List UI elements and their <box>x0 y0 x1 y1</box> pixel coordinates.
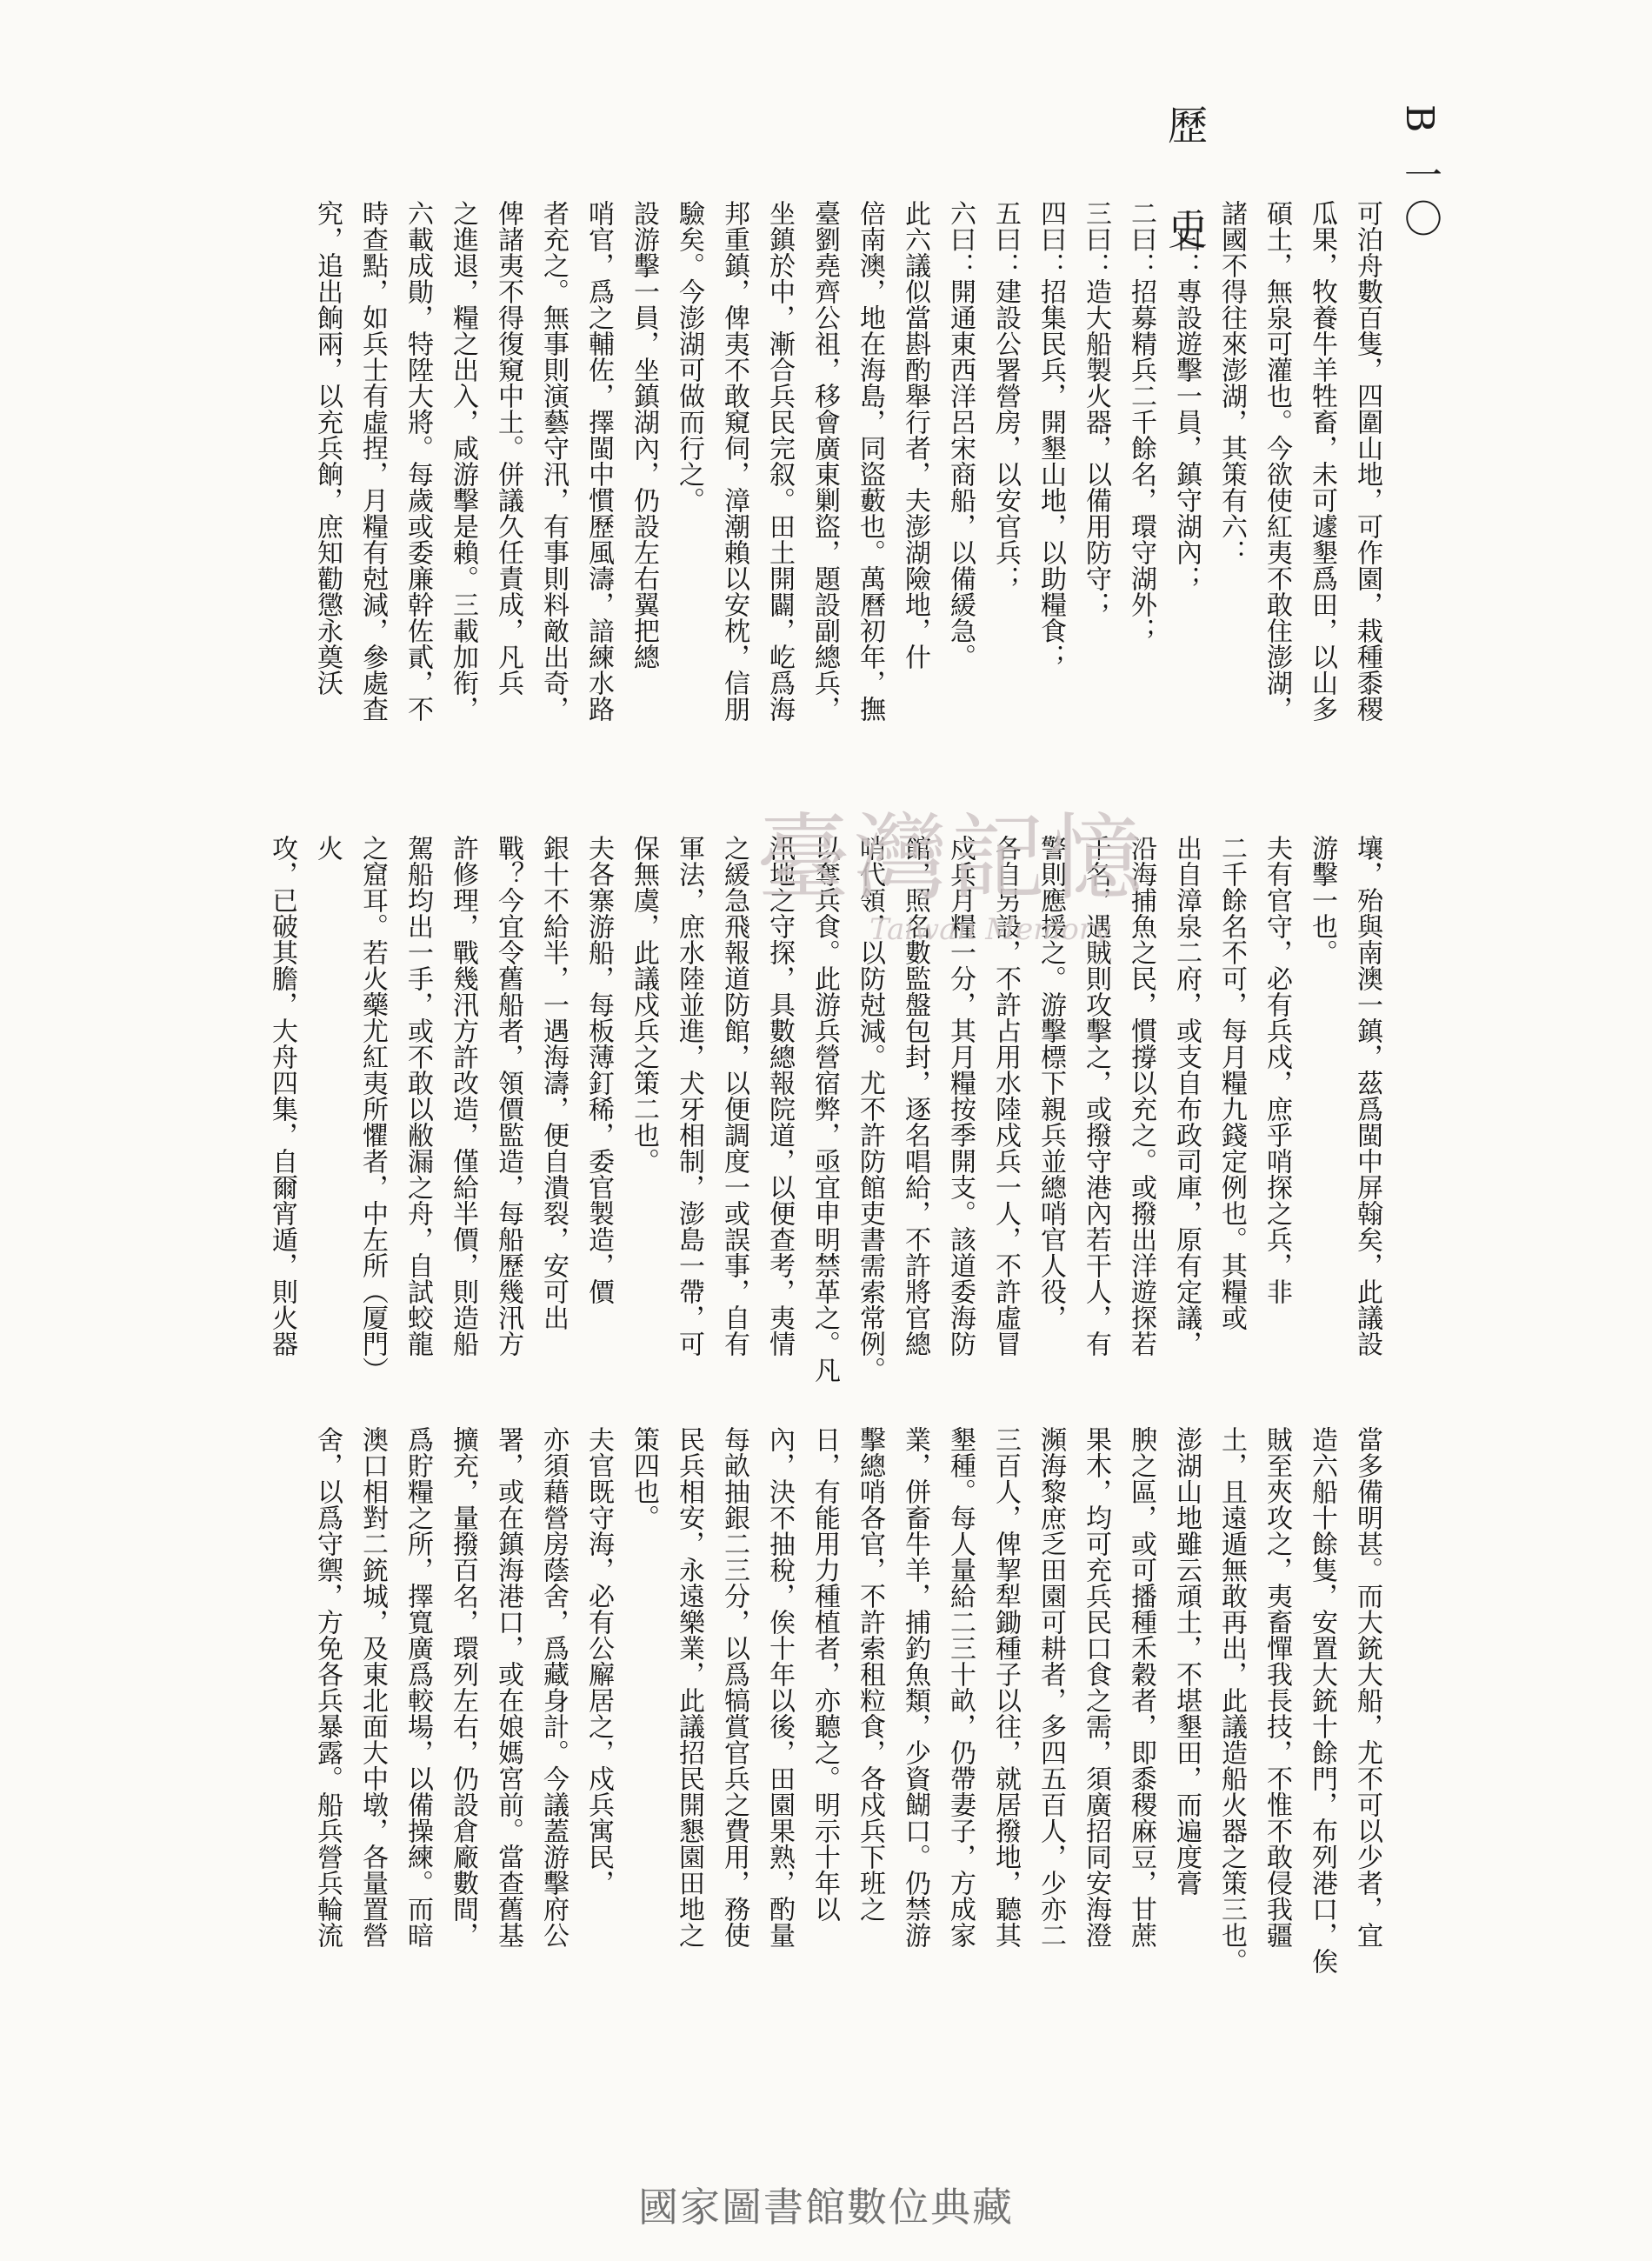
text-column: 各自另設，不許占用水陸戍兵一人，不許虛冒 <box>990 835 1021 1357</box>
text-column: 以奪兵食。此游兵營宿弊，亟宜申明禁革之。凡 <box>809 835 840 1383</box>
text-column: 擊總哨各官，不許索租粒食，各戍兵下班之 <box>855 1426 885 1922</box>
text-column: 諸國不得往來澎湖，其策有六： <box>1216 200 1247 565</box>
text-column: 戰？今宜令舊船者，領價監造，每船歷幾汛方 <box>493 835 523 1357</box>
text-column: 攻，已破其膽，大舟四集，自爾宵遁，則火器 <box>267 835 297 1357</box>
text-column: 之進退，糧之出入，咸游擊是賴。三載加衔， <box>448 200 478 722</box>
page-number: B 一〇 <box>1397 104 1442 243</box>
text-column: 瀕海黎庶乏田園可耕者，多四五百人，少亦二 <box>1036 1426 1066 1948</box>
text-column: 戍兵月糧一分，其月糧按季開支。該道委海防 <box>945 835 976 1357</box>
text-column: 之緩急飛報道防館，以便調度一或誤事，自有 <box>719 835 749 1357</box>
text-column: 坐鎮於中，漸合兵民完叙。田土開闢，屹爲海 <box>764 200 795 722</box>
text-column: 六載成勛，特陞大將。每歲或委廉幹佐貳，不 <box>403 200 433 722</box>
text-column: 當多備明甚。而大銃大船，尤不可以少者，宜 <box>1352 1426 1382 1948</box>
text-column: 六曰：開通東西洋呂宋商船，以備緩急。 <box>945 200 976 670</box>
text-column: 設游擊一員，坐鎮湖內，仍設左右翼把總 <box>629 200 659 670</box>
text-band-bottom <box>224 1426 1389 2087</box>
text-column: 銀十不給半，一遇海濤，便自潰裂，安可出 <box>538 835 569 1331</box>
text-column: 哨代領，以防尅減。尤不許防館吏書需索常例。 <box>855 835 885 1383</box>
text-column: 出自漳泉二府，或支自布政司庫，原有定議， <box>1171 835 1202 1357</box>
text-column: 之窟耳。若火藥尤紅夷所懼者，中左所（厦門）火 <box>312 835 388 1383</box>
text-column: 土，且遠遁無敢再出，此議造船火器之策三也。 <box>1216 1426 1247 1974</box>
text-column: 亦須藉營房蔭舍，爲藏身計。今議蓋游擊府公 <box>538 1426 569 1948</box>
text-column: 驗矣。今澎湖可做而行之。 <box>674 200 704 513</box>
text-column: 許修理，戰幾汛方許改造，僅給半價，則造船 <box>448 835 478 1357</box>
text-column: 臺劉堯齊公祖，移會廣東剿盜，題設副總兵， <box>809 200 840 722</box>
text-column: 二千餘名不可，每月糧九錢定例也。其糧或 <box>1216 835 1247 1331</box>
text-column: 警則應援之。游擊標下親兵並總哨官人役， <box>1036 835 1066 1331</box>
text-column: 業，併畜牛羊，捕釣魚類，少資餬口。仍禁游 <box>900 1426 930 1948</box>
text-column: 俾諸夷不得復窺中土。併議久任責成，凡兵 <box>493 200 523 696</box>
text-column: 署，或在鎮海港口，或在娘媽宮前。當查舊基 <box>493 1426 523 1948</box>
text-column: 倍南澳，地在海島，同盜藪也。萬曆初年，撫 <box>855 200 885 722</box>
text-column: 墾種。每人量給二三十畝，仍帶妻子，方成家 <box>945 1426 976 1948</box>
text-column: 可泊舟數百隻，四圍山地，可作園，栽種黍稷 <box>1352 200 1382 722</box>
text-column: 賊至夾攻之，夷畜憚我長技，不惟不敢侵我疆 <box>1262 1426 1292 1948</box>
text-column: 造六船十餘隻，安置大銃十餘門，布列港口，俟 <box>1307 1426 1337 1974</box>
archive-footer: 國家圖書館數位典藏 <box>638 2184 1014 2231</box>
text-column: 四曰：招集民兵，開墾山地，以助糧食； <box>1036 200 1066 670</box>
text-column: 二曰：招募精兵二千餘名，環守湖外； <box>1126 200 1156 644</box>
text-column: 澳口相對二銃城，及東北面大中墩，各量置營 <box>357 1426 388 1948</box>
text-column: 三百人，俾挈犁鋤種子以往，就居撥地，聽其 <box>990 1426 1021 1948</box>
text-column: 民兵相安，永遠樂業，此議招民開懇園田地之 <box>674 1426 704 1948</box>
text-column: 每畝抽銀二三分，以爲犒賞官兵之費用，務使 <box>719 1426 749 1948</box>
text-column: 哨官，爲之輔佐，擇閩中慣歷風濤，諳練水路 <box>583 200 614 722</box>
text-column: 保無虞，此議戍兵之策二也。 <box>629 835 659 1174</box>
text-column: 夫有官守，必有兵戍，庶乎哨探之兵，非 <box>1262 835 1292 1304</box>
text-column: 一曰：專設遊擊一員，鎮守湖內； <box>1171 200 1202 591</box>
text-column: 爲貯糧之所，擇寬廣爲較場，以備操練。而暗 <box>403 1426 433 1948</box>
watermark-text-cn: 臺灣記憶 <box>756 804 1147 913</box>
text-column: 此六議似當斟酌舉行者，夫澎湖險地，什 <box>900 200 930 670</box>
text-column: 日，有能用力種植者，亦聽之。明示十年以 <box>809 1426 840 1922</box>
text-column: 瓜果，牧養牛羊牲畜，未可遽墾爲田，以山多 <box>1307 200 1337 722</box>
text-column: 夫官既守海，必有公廨居之，戍兵寓民， <box>583 1426 614 1896</box>
text-column: 碩土，無泉可灌也。今欲使紅夷不敢住澎湖， <box>1262 200 1292 722</box>
running-head-title: 歷 史 <box>1162 104 1209 276</box>
text-column: 千名，遇賊則攻擊之，或撥守港內若干人，有 <box>1081 835 1111 1357</box>
text-column: 館，照名數監盤包封，逐名唱給，不許將官總 <box>900 835 930 1357</box>
text-column: 擴充，量撥百名，環列左右，仍設倉廠數間， <box>448 1426 478 1948</box>
text-column: 內，決不抽稅，俟十年以後，田園果熟，酌量 <box>764 1426 795 1948</box>
text-column: 壤，殆與南澳一鎮，茲爲閩中屏翰矣，此議設 <box>1352 835 1382 1357</box>
text-column: 策四也。 <box>629 1426 659 1531</box>
watermark-text-en: Taiwan Memory <box>869 912 1110 947</box>
text-band-top <box>224 200 1389 809</box>
text-column: 果木，均可充兵民口食之需，須廣招同安海澄 <box>1081 1426 1111 1948</box>
text-column: 汛地之守探，具數總報院道，以便查考，夷情 <box>764 835 795 1357</box>
text-column: 舍，以爲守禦，方免各兵暴露。船兵營兵輪流 <box>312 1426 343 1948</box>
text-column: 三曰：造大船製火器，以備用防守； <box>1081 200 1111 617</box>
text-column: 邦重鎮，俾夷不敢窺伺，漳潮賴以安枕，信朋 <box>719 200 749 722</box>
text-column: 沿海捕魚之民，慣撐以充之。或撥出洋遊探若 <box>1126 835 1156 1357</box>
text-column: 游擊一也。 <box>1307 835 1337 965</box>
text-band-middle <box>224 835 1389 1391</box>
text-column: 時查點，如兵士有虛捏，月糧有尅減，參處査 <box>357 200 388 722</box>
text-column: 駕船均出一手，或不敢以敝漏之舟，自試蛟龍 <box>403 835 433 1357</box>
text-column: 軍法，庶水陸並進，犬牙相制，澎島一帶，可 <box>674 835 704 1357</box>
text-column: 腴之區，或可播種禾穀者，即黍稷麻豆，甘蔗 <box>1126 1426 1156 1948</box>
text-column: 夫各寨游船，每板薄釘稀，委官製造，價 <box>583 835 614 1304</box>
text-column: 者充之。無事則演藝守汛，有事則料敵出奇， <box>538 200 569 722</box>
text-column: 澎湖山地雖云頑土，不堪墾田，而遍度膏 <box>1171 1426 1202 1896</box>
text-column: 究，追出餉兩，以充兵餉，庶知勸懲永奠沃 <box>312 200 343 696</box>
text-column: 五曰：建設公署營房，以安官兵； <box>990 200 1021 591</box>
